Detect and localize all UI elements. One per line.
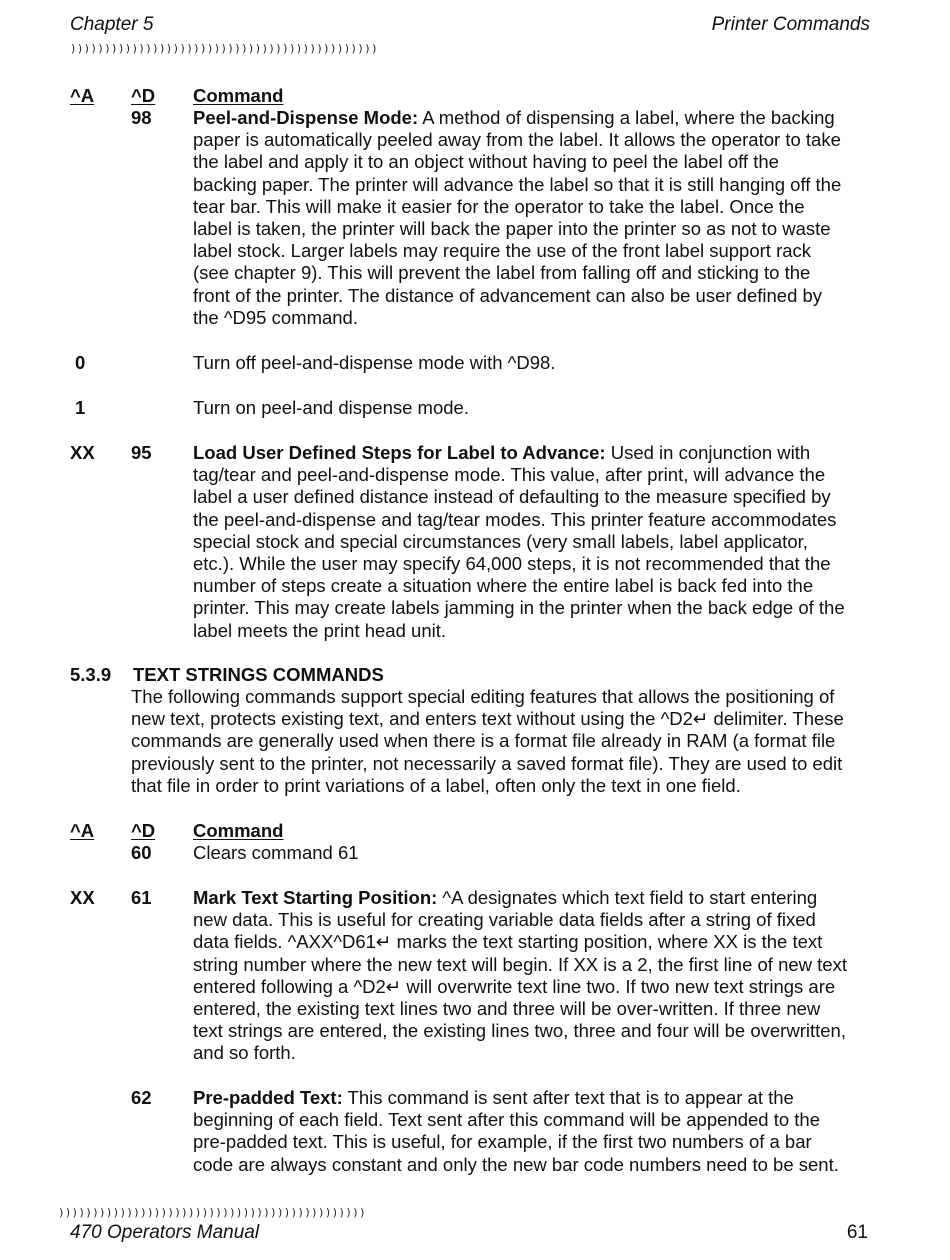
command-60-description: Clears command 61 <box>193 842 359 863</box>
mark-text-term: Mark Text Starting Position: <box>193 887 438 908</box>
column-header-d: ^D <box>131 85 156 106</box>
command-d-98: 98 <box>131 107 152 128</box>
command-d-61: 61 <box>131 887 152 908</box>
param-a-xx-61: XX <box>70 887 95 908</box>
param-a-0: 0 <box>75 352 86 373</box>
column-header-d-2: ^D <box>131 820 156 841</box>
prepad-description: Pre-padded Text: This command is sent after text that is to appear at the beginning of each field. Text sent after this command will be appended to the pre-padded text. This is useful, for example, if the first two numbers of a bar code are always constant and only the new bar code numbers need to be sent. <box>193 1087 839 1175</box>
header-rule: ))))))))))))))))))))))))))))))))))))))))))))) <box>70 42 378 55</box>
command-d-60: 60 <box>131 842 152 863</box>
peel-dispense-description: Peel-and-Dispense Mode: A method of dispensing a label, where the backing paper is automatically peeled away from the label. It allows the operator to take the label and apply it to an object without having to peel the label off the backing paper. The printer will advance the label so that it is still hanging off the tear bar. This will make it easier for the operator to take the label. Once the label is taken, the printer will back the paper into the printer so as not to waste label stock. Larger labels may require the use of the front label support rack (see chapter 9). This will prevent the label from falling off and sticking to the front of the printer. The distance of advancement can also be user defined by the ^D95 command. <box>193 107 842 328</box>
section-intro: The following commands support special editing features that allows the positioning of new text, protects existing text, and enters text without using the ^D2↵ delimiter. These commands are generally used when there is a format file already in RAM (a format file previously sent to the printer, not necessarily a saved format file). They are used to edit that file in order to print variations of a label, often only the text in one field. <box>131 686 844 796</box>
section-name: Printer Commands <box>711 14 870 35</box>
footer-rule: ))))))))))))))))))))))))))))))))))))))))))))) <box>58 1206 366 1219</box>
column-header-command: Command <box>193 85 284 106</box>
user-steps-description: Load User Defined Steps for Label to Advance: Used in conjunction with tag/tear and peel-and-dispense mode. This value, after print, will advance the label a user defined distance instead of defaulting to the measure specified by the peel-and-dispense and tag/tear modes. This printer feature accommodates special stock and special circumstances (very small labels, label applicator, etc.). While the user may specify 64,000 steps, it is not recommended that the number of steps create a situation where the entire label is back fed into the printer. This may create labels jamming in the printer when the back edge of the label meets the print head unit. <box>193 442 845 641</box>
column-header-a-2: ^A <box>70 820 95 841</box>
user-steps-term: Load User Defined Steps for Label to Advance: <box>193 442 606 463</box>
section-title: TEXT STRINGS COMMANDS <box>133 664 384 685</box>
column-header-command-2: Command <box>193 820 284 841</box>
manual-title: 470 Operators Manual <box>70 1222 260 1243</box>
command-d-95: 95 <box>131 442 152 463</box>
column-header-a: ^A <box>70 85 95 106</box>
command-d-62: 62 <box>131 1087 152 1108</box>
prepad-term: Pre-padded Text: <box>193 1087 343 1108</box>
chapter-label: Chapter 5 <box>70 14 154 35</box>
param-1-description: Turn on peel-and dispense mode. <box>193 397 469 418</box>
mark-text-description: Mark Text Starting Position: ^A designates which text field to start entering new data. This is useful for creating variable data fields after a string of fixed data fields. ^AXX^D61↵ marks the text starting position, where XX is the text string number where the new text will begin. If XX is a 2, the first line of new text entered following a ^D2↵ will overwrite text line two. If two new text strings are entered, the existing text lines two and three will be over-written. If three new text strings are entered, the existing lines two, three and four will be overwritten, and so forth. <box>193 887 847 1064</box>
page-number: 61 <box>846 1222 868 1243</box>
section-number: 5.3.9 <box>70 664 112 685</box>
param-0-description: Turn off peel-and-dispense mode with ^D98. <box>193 352 556 373</box>
peel-dispense-term: Peel-and-Dispense Mode: <box>193 107 419 128</box>
param-a-1: 1 <box>75 397 86 418</box>
param-a-xx-95: XX <box>70 442 95 463</box>
